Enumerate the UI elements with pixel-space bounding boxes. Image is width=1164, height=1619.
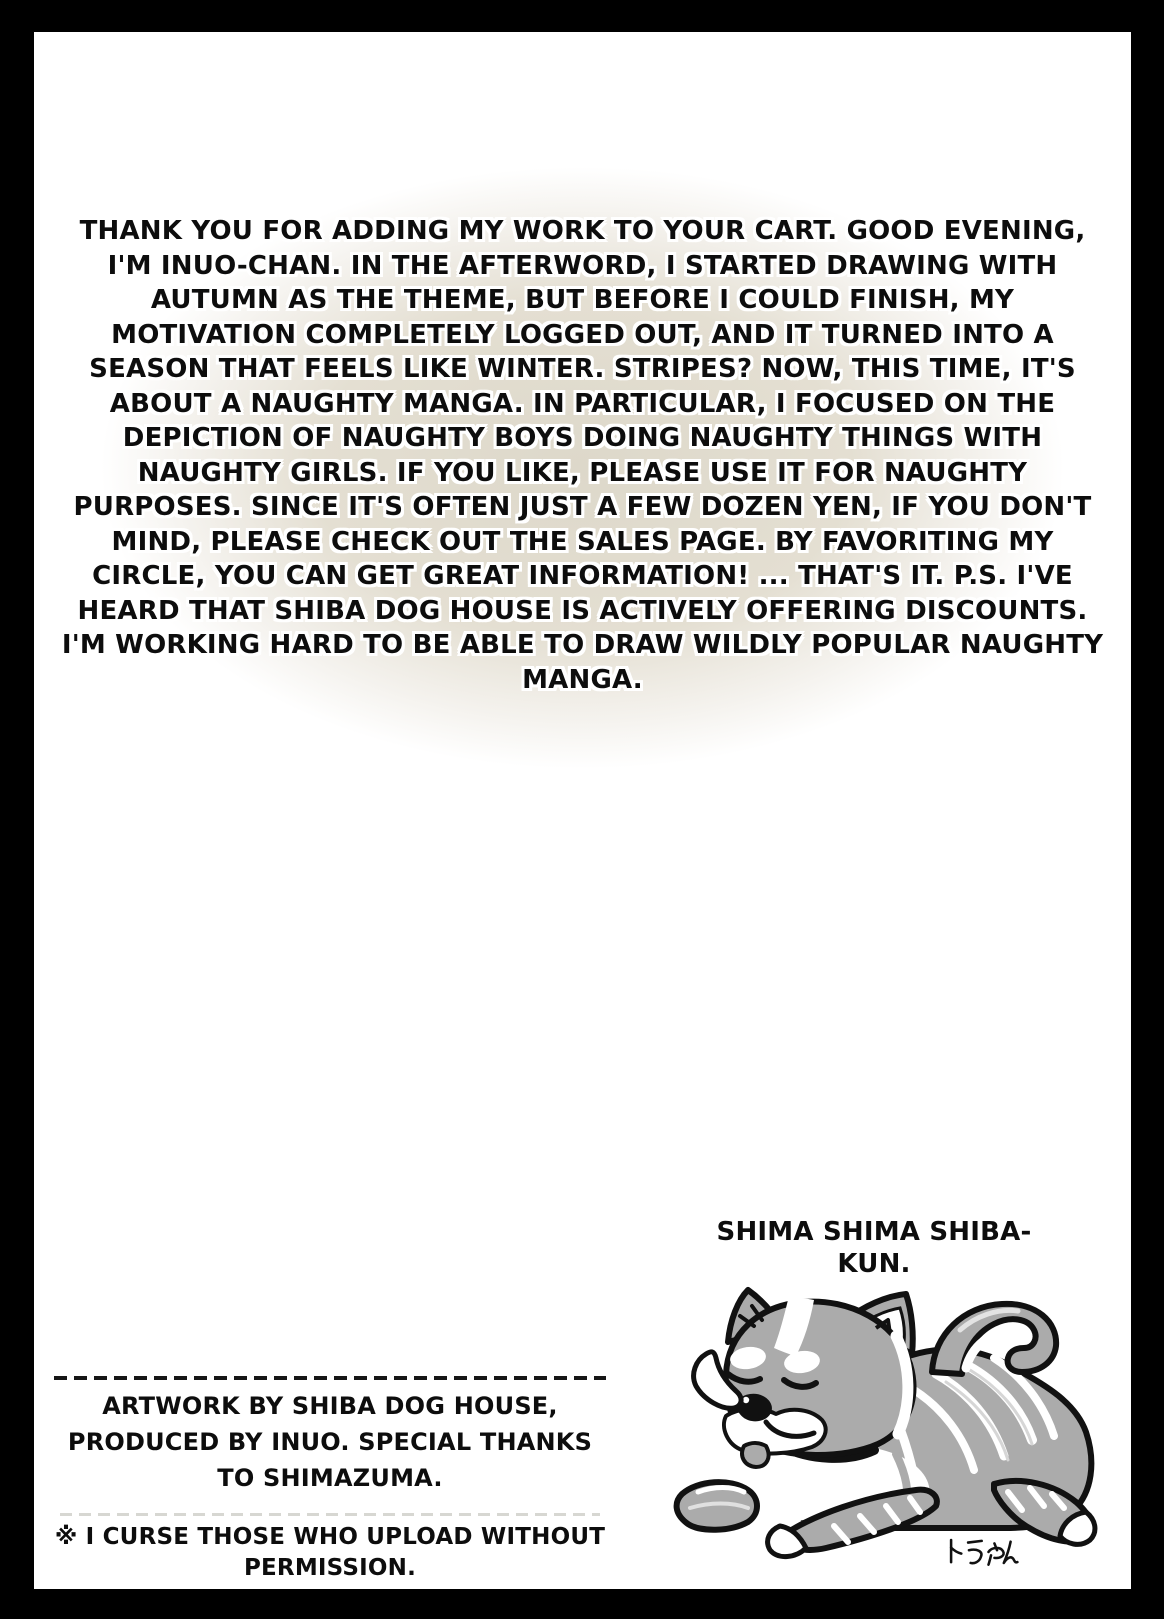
artist-signature — [951, 1540, 1017, 1565]
dog-head — [724, 1290, 913, 1467]
upload-warning-text: ※ I CURSE THOSE WHO UPLOAD WITHOUT PERMISSION. — [54, 1524, 606, 1581]
dog-front-paw — [677, 1482, 757, 1530]
dog-tongue — [742, 1443, 768, 1467]
credits-text: ARTWORK BY SHIBA DOG HOUSE, PRODUCED BY INUO. SPECIAL THANKS TO SHIMAZUMA. — [67, 1392, 593, 1492]
shiba-dog-illustration — [664, 1278, 1116, 1578]
credits-divider — [54, 1376, 606, 1380]
credits-divider-faint — [60, 1513, 600, 1516]
afterword-text: THANK YOU FOR ADDING MY WORK TO YOUR CART. GOOD EVENING, I'M INUO-CHAN. IN THE AFTERWORD, I STARTED DRAWING WITH AUTUMN AS THE THEME, BUT BEFORE I COULD FINISH, MY MOTIVATION COMPLETELY LOGGED OUT, AND IT TURNED INTO A SEASON THAT FEELS LIKE WINTER. STRIPES? NOW, THIS TIME, IT'S ABOUT A NAUGHTY MANGA. IN PARTICULAR, I FOCUSED ON THE DEPICTION OF NAUGHTY BOYS DOING NAUGHTY THINGS WITH NAUGHTY GIRLS. IF YOU LIKE, PLEASE USE IT FOR NAUGHTY PURPOSES. SINCE IT'S OFTEN JUST A FEW DOZEN YEN, IF YOU DON'T MIND, PLEASE CHECK OUT THE SALES PAGE. BY FAVORITING MY CIRCLE, YOU CAN GET GREAT INFORMATION! ... THAT'S IT. P.S. I'VE HEARD THAT SHIBA DOG HOUSE IS ACTIVELY OFFERING DISCOUNTS. I'M WORKING HARD TO BE ABLE TO DRAW WILDLY POPULAR NAUGHTY MANGA. — [61, 216, 1104, 695]
page — [34, 32, 1131, 1589]
dog-caption: SHIMA SHIMA SHIBA-KUN. — [716, 1217, 1032, 1279]
